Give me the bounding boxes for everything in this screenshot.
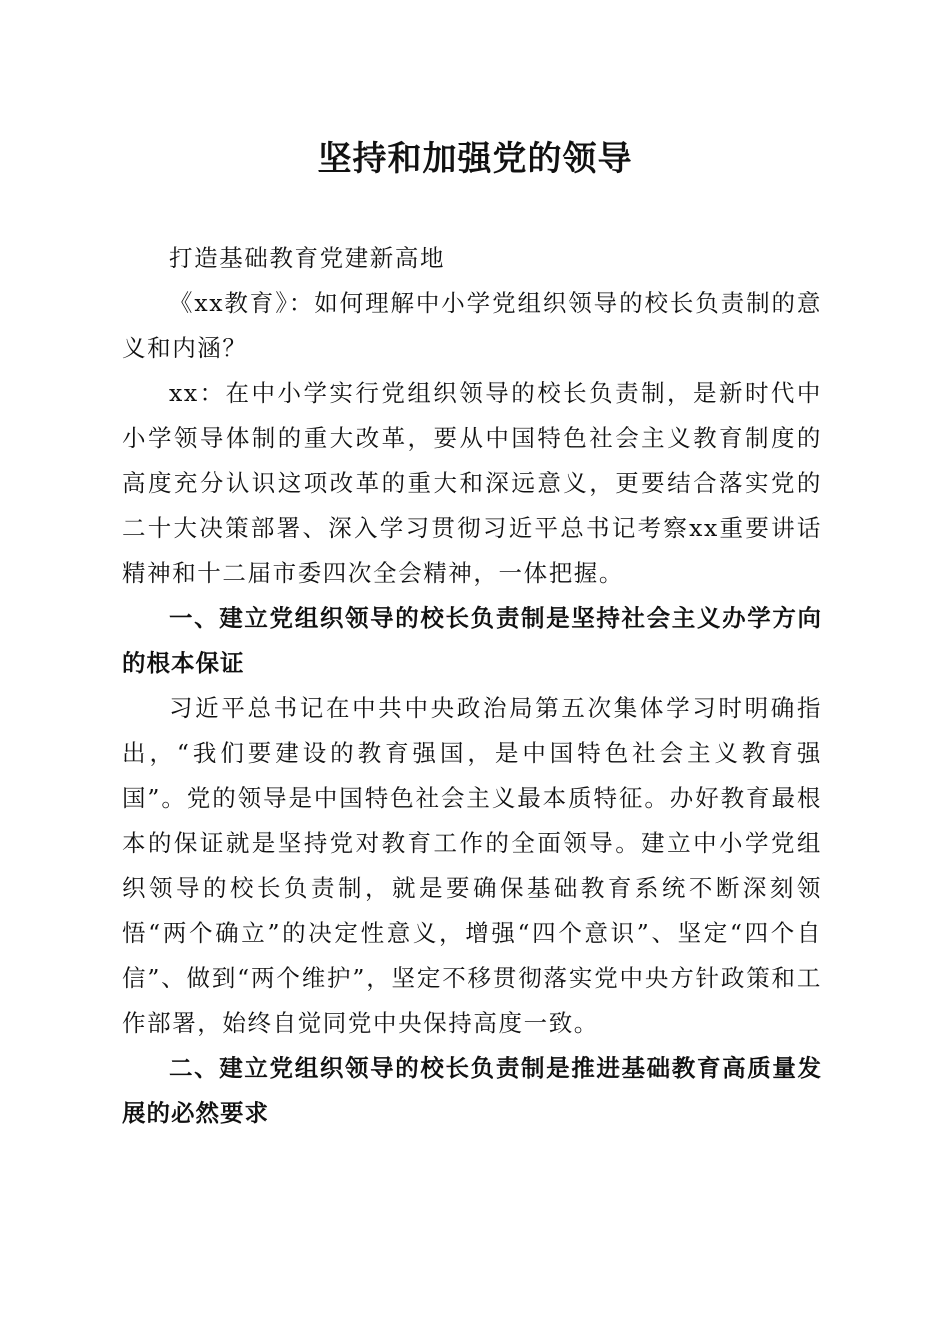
document-title: 坚持和加强党的领导 <box>317 139 633 179</box>
section-1-heading: 一、建立党组织领导的校长负责制是坚持社会主义办学方向的根本保证 <box>122 604 822 677</box>
section-2-heading: 二、建立党组织领导的校长负责制是推进基础教育高质量发展的必然要求 <box>122 1054 822 1127</box>
document-body <box>122 236 822 1136</box>
answer-intro-paragraph: xx：在中小学实行党组织领导的校长负责制，是新时代中小学领导体制的重大改革，要从中国特色社会主义教育制度的高度充分认识这项改革的重大和深远意义，更要结合落实党的二十大决策部署、深入学习贯彻习近平总书记考察xx重要讲话精神和十二届市委四次全会精神，一体把握。 <box>122 379 822 587</box>
subtitle-paragraph: 打造基础教育党建新高地 <box>169 244 446 272</box>
section-1-paragraph: 习近平总书记在中共中央政治局第五次集体学习时明确指出，“我们要建设的教育强国，是中国特色社会主义教育强国”。党的领导是中国特色社会主义最本质特征。办好教育最根本的保证就是坚持党对教育工作的全面领导。建立中小学党组织领导的校长负责制，就是要确保基础教育系统不断深刻领悟“两个确立”的决定性意义，增强“四个意识”、坚定“四个自信”、做到“两个维护”，坚定不移贯彻落实党中央方针政策和工作部署，始终自觉同党中央保持高度一致。 <box>122 694 822 1037</box>
question-paragraph: 《xx教育》：如何理解中小学党组织领导的校长负责制的意义和内涵？ <box>122 289 822 362</box>
